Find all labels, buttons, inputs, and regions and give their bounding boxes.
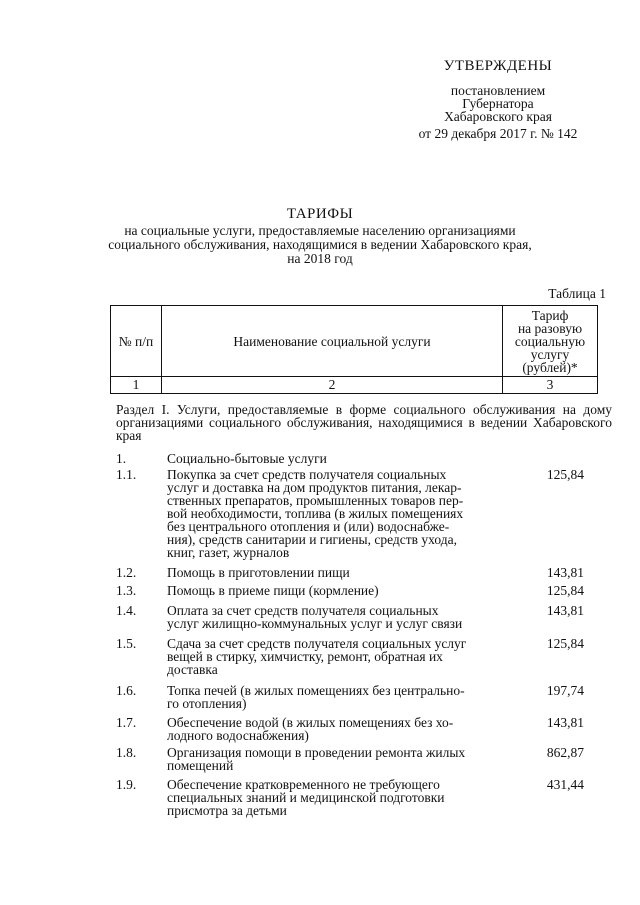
row-tariff-value: 431,44	[546, 777, 584, 792]
row-service-name-line: го отопления)	[167, 696, 247, 711]
row-service-name-line: услуг жилищно-коммунальных услуг и услуг связи	[167, 616, 463, 631]
approval-date: от 29 декабря 2017 г. № 142	[418, 126, 578, 141]
header-tariff-line-4: услугу	[530, 346, 570, 362]
document-title: ТАРИФЫ	[286, 206, 354, 222]
row-service-name-line: вещей в стирку, химчистку, ремонт, обратная их	[167, 649, 443, 664]
subtitle-line-1: на социальные услуги, предоставляемые населению организациями	[124, 223, 516, 238]
row-service-name	[167, 604, 507, 630]
subtitle-line-2: социального обслуживания, находящимися в ведении Хабаровского края,	[108, 237, 532, 252]
row-service-name	[167, 566, 507, 579]
row-service-name	[167, 452, 507, 465]
tariff-table-header	[110, 305, 598, 394]
header-col-tariff	[503, 306, 598, 377]
row-service-name-line: специальных знаний и медицинской подготовки	[167, 790, 445, 805]
row-service-name-line: помещений	[167, 758, 234, 773]
section-heading: Раздел I. Услуги, предоставляемые в форме социального обслуживания на дому организациями социального обслуживания, находящимися в ведении Хабаровского края	[116, 402, 612, 443]
row-tariff-value: 143,81	[546, 565, 584, 580]
row-number: 1.7.	[116, 715, 137, 730]
row-service-name	[167, 468, 507, 559]
row-tariff-value: 125,84	[546, 583, 584, 598]
row-service-name-line: вой необходимости, топлива (в жилых помещениях	[167, 506, 464, 521]
row-service-name-line: Помощь в приеме пищи (кормление)	[167, 583, 379, 598]
header-tariff-line-5: (рублей)*	[522, 359, 578, 375]
header-col-name: Наименование социальной услуги	[162, 306, 503, 377]
row-service-name-line: Обеспечение кратковременного не требующего	[167, 777, 440, 792]
approval-title: УТВЕРЖДЕНЫ	[443, 58, 553, 74]
row-number: 1.6.	[116, 683, 137, 698]
approval-line-2: Губернатора	[462, 96, 534, 111]
row-tariff-value: 125,84	[546, 636, 584, 651]
row-service-name-line: Покупка за счет средств получателя социальных	[167, 467, 447, 482]
header-tariff-line-3: социальную	[514, 333, 586, 349]
row-number: 1.8.	[116, 745, 137, 760]
approval-block	[408, 58, 588, 141]
row-service-name-line: лодного водоснабжения)	[167, 728, 309, 743]
row-service-name-line: присмотра за детьми	[167, 803, 287, 818]
row-service-name	[167, 684, 507, 710]
row-service-name-line: услуг и доставка на дом продуктов питания, лекар-	[167, 480, 462, 495]
row-service-name-line: книг, газет, журналов	[167, 545, 290, 560]
row-number: 1.5.	[116, 636, 137, 651]
row-tariff-value: 197,74	[546, 683, 584, 698]
row-number: 1.2.	[116, 565, 137, 580]
row-tariff-value: 143,81	[546, 715, 584, 730]
column-number-1: 1	[111, 377, 162, 394]
row-service-name-line: Помощь в приготовлении пищи	[167, 565, 350, 580]
row-service-name	[167, 778, 507, 817]
row-service-name-line: Обеспечение водой (в жилых помещениях без хо-	[167, 715, 454, 730]
row-service-name-line: Сдача за счет средств получателя социальных услуг	[167, 636, 467, 651]
header-col-number: № п/п	[111, 306, 162, 377]
row-service-name-line: без центрального отопления и (или) водоснабже-	[167, 519, 450, 534]
row-number: 1.4.	[116, 603, 137, 618]
column-number-3: 3	[503, 377, 598, 394]
approval-line-1: постановлением	[450, 83, 546, 98]
row-number: 1.3.	[116, 583, 137, 598]
row-service-name	[167, 746, 507, 772]
row-service-name-line: Организация помощи в проведении ремонта жилых	[167, 745, 466, 760]
row-service-name-line: ственных препаратов, промышленных товаров пер-	[167, 493, 464, 508]
subtitle-line-3: на 2018 год	[287, 251, 353, 266]
row-tariff-value: 862,87	[546, 745, 584, 760]
row-service-name-line: доставка	[167, 662, 218, 677]
header-tariff-line-2: на разовую	[517, 320, 583, 336]
approval-line-3: Хабаровского края	[444, 109, 552, 124]
column-number-2: 2	[162, 377, 503, 394]
header-tariff-line-1: Тариф	[531, 307, 569, 323]
row-service-name-line: Оплата за счет средств получателя социальных	[167, 603, 439, 618]
row-service-name	[167, 637, 507, 676]
row-number: 1.1.	[116, 467, 137, 482]
row-tariff-value: 125,84	[546, 467, 584, 482]
row-number: 1.	[116, 451, 127, 466]
row-service-name	[167, 584, 507, 597]
row-tariff-value: 143,81	[546, 603, 584, 618]
document-subtitle	[100, 224, 540, 266]
row-service-name-line: Социально-бытовые услуги	[167, 451, 327, 466]
row-service-name-line: Топка печей (в жилых помещениях без центрально-	[167, 683, 465, 698]
row-service-name	[167, 716, 507, 742]
table-caption: Таблица 1	[548, 286, 606, 301]
row-number: 1.9.	[116, 777, 137, 792]
row-service-name-line: ния), средств санитарии и гигиены, средств ухода,	[167, 532, 458, 547]
